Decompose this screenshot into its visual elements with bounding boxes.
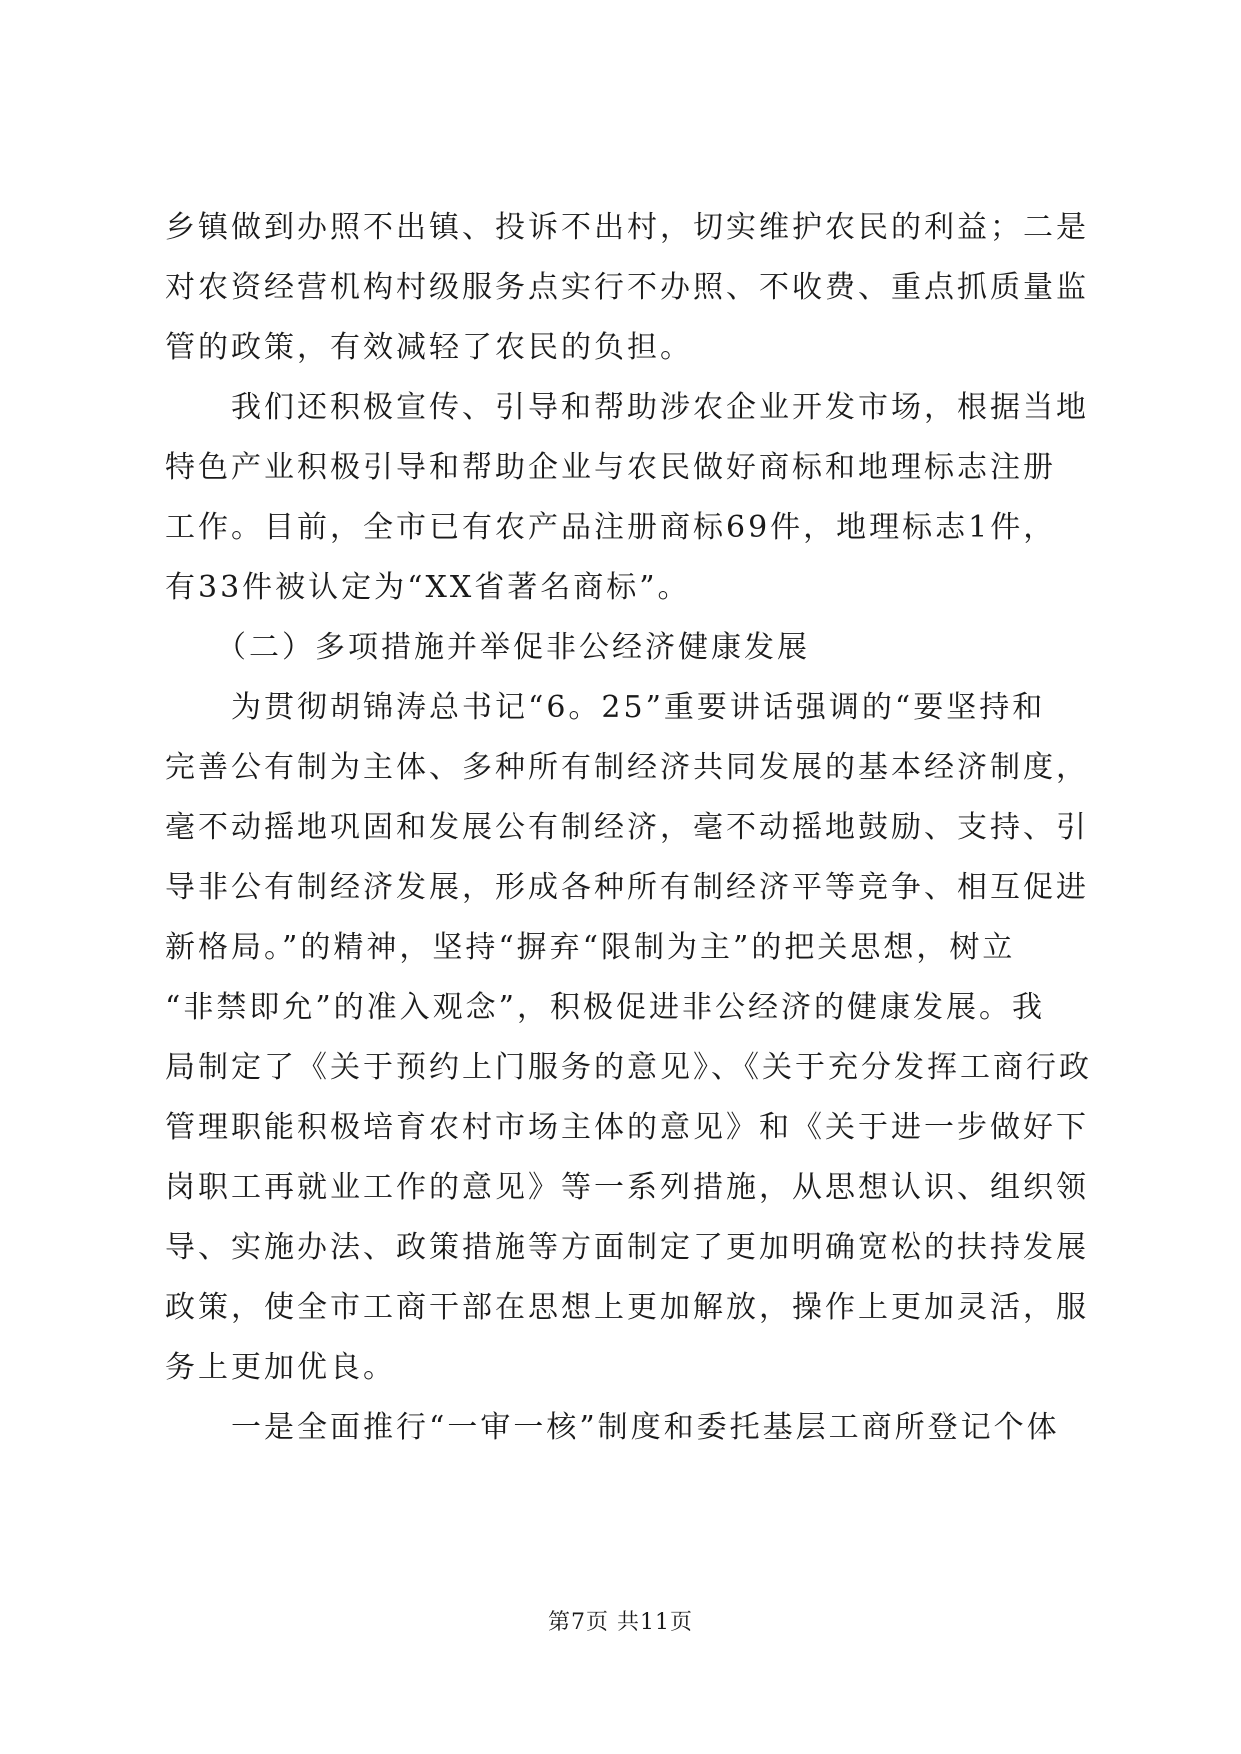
text-line: 工作。目前，全市已有农产品注册商标69件，地理标志1件， (165, 510, 1057, 545)
text-line: 乡镇做到办照不出镇、投诉不出村，切实维护农民的利益；二是 (165, 210, 1089, 245)
text-line: 有33件被认定为“XX省著名商标”。 (165, 570, 691, 605)
section-heading: （二）多项措施并举促非公经济健康发展 (165, 630, 810, 665)
text-line: 局制定了《关于预约上门服务的意见》、《关于充分发挥工商行政 (165, 1050, 1092, 1085)
text-line: 政策，使全市工商干部在思想上更加解放，操作上更加灵活，服 (165, 1290, 1089, 1325)
text-line: 岗职工再就业工作的意见》等一系列措施，从思想认识、组织领 (165, 1170, 1089, 1205)
text-line: 管的政策，有效减轻了农民的负担。 (165, 330, 693, 365)
text-line: 对农资经营机构村级服务点实行不办照、不收费、重点抓质量监 (165, 270, 1089, 305)
text-line: 新格局。”的精神，坚持“摒弃“限制为主”的把关思想，树立 (165, 930, 1016, 965)
text-line: 毫不动摇地巩固和发展公有制经济，毫不动摇地鼓励、支持、引 (165, 810, 1089, 845)
text-line: “非禁即允”的准入观念”，积极促进非公经济的健康发展。我 (165, 990, 1046, 1025)
text-line: 完善公有制为主体、多种所有制经济共同发展的基本经济制度， (165, 750, 1089, 785)
text-line: 导、实施办法、政策措施等方面制定了更加明确宽松的扶持发展 (165, 1230, 1089, 1265)
text-line: 务上更加优良。 (165, 1350, 396, 1385)
text-line: 我们还积极宣传、引导和帮助涉农企业开发市场，根据当地 (165, 390, 1089, 425)
page-number-footer: 第7页 共11页 (548, 1610, 693, 1635)
text-line: 导非公有制经济发展，形成各种所有制经济平等竞争、相互促进 (165, 870, 1089, 905)
text-line: 为贯彻胡锦涛总书记“6。25”重要讲话强调的“要坚持和 (165, 690, 1046, 725)
text-line: 特色产业积极引导和帮助企业与农民做好商标和地理标志注册 (165, 450, 1056, 485)
text-line: 管理职能积极培育农村市场主体的意见》和《关于进一步做好下 (165, 1110, 1089, 1145)
text-line: 一是全面推行“一审一核”制度和委托基层工商所登记个体 (165, 1410, 1060, 1445)
